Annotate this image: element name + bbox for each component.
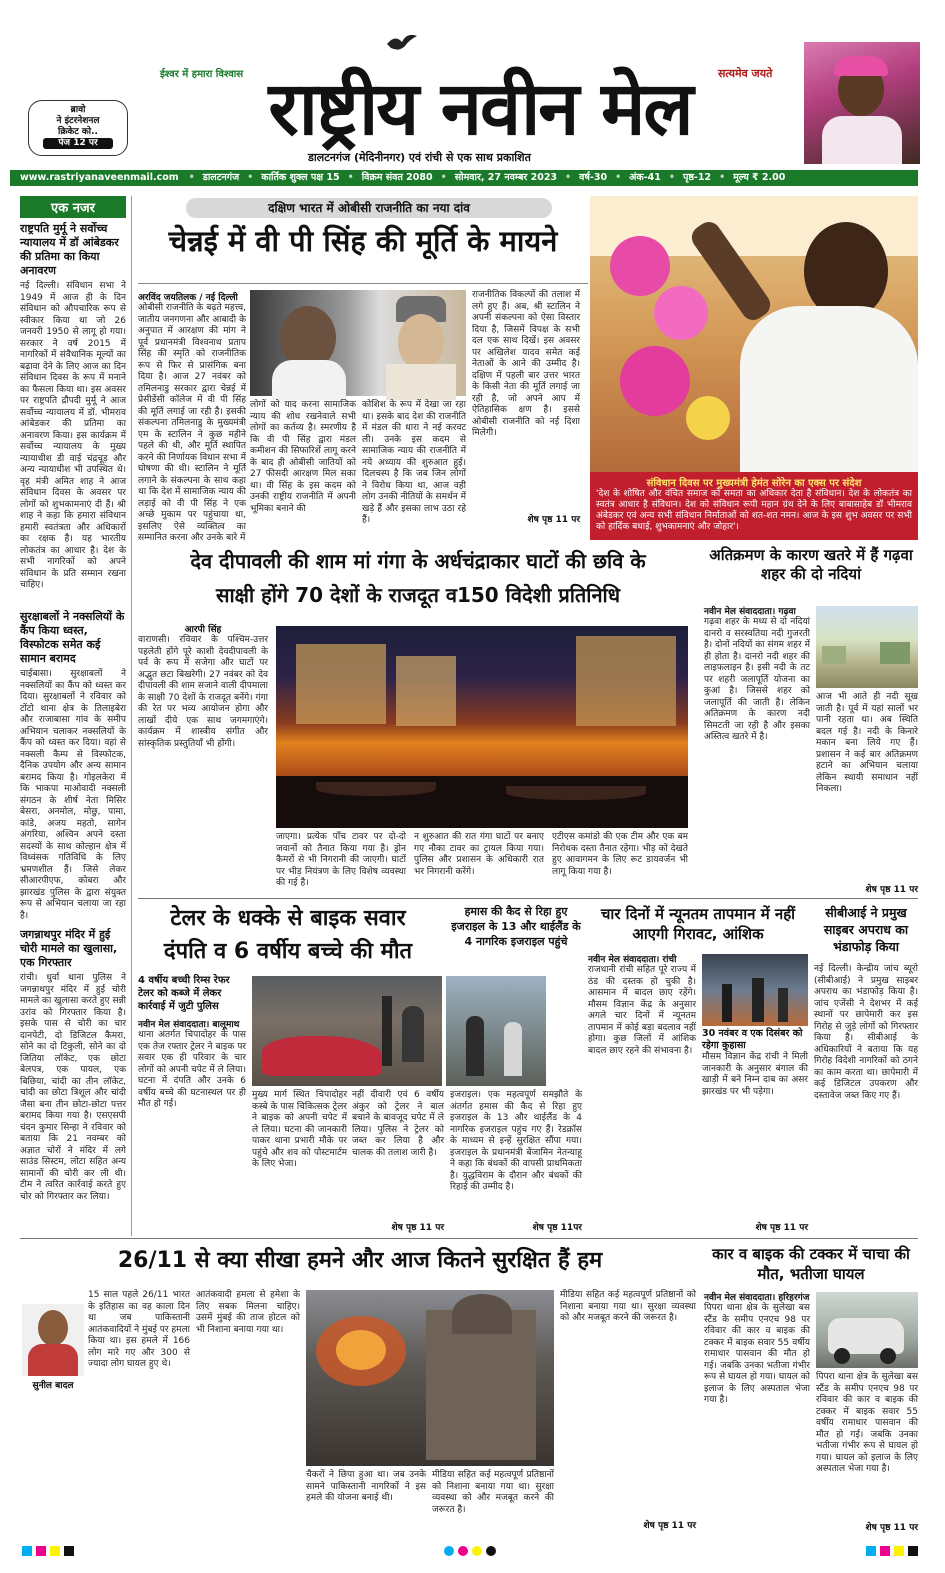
deepawali-text: न शुरुआत की रात गंगा घाटों पर बनाए गए नौका टावर का ट्रायल किया गया। पुलिस और प्रशासन के अधिकारी रात भर निगरानी करेंगे।	[414, 832, 544, 877]
mumbai-continue[interactable]: शेष पृष्ठ 11 पर	[643, 1521, 696, 1531]
mumbai-text: चैकरों ने छिपा हुआ था। जब उनके सामने पाकिस्तानी नागरिकों ने इस हमले की योजना बनाई थी।	[306, 1470, 426, 1503]
author-name: सुनील बादल	[32, 1381, 74, 1391]
cyber-headline[interactable]: सीबीआई ने प्रमुख साइबर अपराध का भंडाफोड़ किया	[823, 905, 909, 954]
car-continue[interactable]: शेष पृष्ठ 11 पर	[865, 1523, 918, 1533]
edition-pages: पृष्ठ-12	[682, 172, 712, 183]
accident-text: थाना अंतर्गत चिपादोहर के पास एक तेज रफ्तार ट्रेलर ने बाइक पर सवार एक ही परिवार के चार लोगों को अपनी चपेट में ले लिया। घटना में दंपति और उनके 6 वर्षीय बच्चे की घटनास्थल पर ही मौत हो गई।	[138, 1030, 246, 1109]
accident-headline-line2: दंपति व 6 वर्षीय बच्चे की मौत	[163, 939, 413, 964]
mumbai-text: 15 साल पहले 26/11 भारत के इतिहास का वह काला दिन था जब पाकिस्तानी आतंकवादियों ने मुंबई पर हमला किया था। इस हमले में 166 लोग मारे गए और 300 से ज्यादा लोग घायल हुए थे।	[88, 1290, 191, 1369]
edition-samvat: विक्रम संवत 2080	[361, 172, 433, 183]
taj-hotel-photo	[306, 1290, 554, 1466]
lead-text: ओबीसी राजनीति के बढ़ते महत्त्व, जातीय जनगणना और आबादी के अनुपात में आरक्षण की मांग ने पूर्व प्रधानमंत्री विश्वनाथ प्रताप सिंह की स्मृति को राजनीतिक रूप से फिर से प्रासंगिक बना दिया है। आज 27 नवंबर को तमिलनाडु सरकार द्वारा चेन्नई में प्रेसीडेंसी कॉलेज में वी पी सिंह की मूर्ति लगाई जा रही है। इसकी संकल्पना तमिलनाडु के मुख्यमंत्री एम के स्टालिन ने कुछ महीने पहले की थी, और मूर्ति स्थापित करने की निर्णायक विधान सभा में घोषणा की थी। स्टालिन ने मूर्ति लगाने के संकल्पना के साथ कहा था कि देश में सामाजिक न्याय की लड़ाई को वी पी सिंह ने एक अच्छे मुकाम पर पहुंचाया था, इसलिए ऐसे व्यक्तित्व का सम्मानित करना और उनके बारे में	[138, 303, 246, 543]
edition-issue: अंक-41	[629, 172, 661, 183]
deepawali-text: वाराणसी। रविवार के पश्चिम-उत्तर पहलेती होंगे पूरे काशी देवदीपावली के पर्व के रूप में सजेगा और घाटों पर अद्भुत छटा बिखरेगी। 27 नवंबर को देव दीपावली की शाम सजाने वाली दीपमाला के साक्षी 70 देशों के राजदूत बनेंगे। गंगा की रेत पर भव्य आयोजन होगा और लाखों दीये एक साथ जगमगाएंगे। कार्यक्रम में शास्त्रीय संगीत और सांस्कृतिक प्रस्तुतियाँ भी होंगी।	[138, 635, 268, 749]
mumbai-column	[196, 1290, 300, 1536]
lead-column	[472, 290, 580, 526]
fog-photo	[702, 954, 808, 1026]
mumbai-headline[interactable]: 26/11 से क्या सीखा हमने और आज कितने सुरक्षित हैं हम	[117, 1248, 603, 1273]
deepawali-column	[276, 832, 406, 894]
rivers-byline: नवीन मेल संवाददाता। गढ़वा	[704, 607, 796, 617]
lead-column	[250, 400, 356, 526]
hamas-text: इजराइल। एक महत्वपूर्ण समझौते के अंतर्गत हमास की कैद से रिहा हुए इजराइल के 13 और थाईलैंड के 4 नागरिक इजराइल पहुंच गए हैं। रेडक्रॉस के माध्यम से इन्हें सुरक्षित सौंपा गया। इजराइल के प्रधानमंत्री बेंजामिन नेतन्याहू ने कहा कि बंधकों की वापसी प्राथमिकता है। युद्धविराम के दौरान और बंधकों की रिहाई की उम्मीद है।	[450, 1090, 582, 1192]
accident-column	[252, 1090, 347, 1236]
car-column	[816, 1372, 918, 1536]
mumbai-column	[88, 1290, 190, 1536]
photo-caption-head: संविधान दिवस पर मुख्यमंत्री हेमंत सोरेन का एक्स पर संदेश	[646, 478, 862, 489]
column-rule	[131, 196, 132, 1236]
rivers-text: गढ़वा शहर के मध्य से दो नदियां दानरो व सरस्वतिया नदी गुजरती है। दोनों नदियों का संगम शहर में ही होता है। दानरो नदी शहर की लाइफलाइन है। इसी नदी के तट पर शहरी जलापूर्ति योजना का कुआं है। जिससे शहर को जलापूर्ति की जाती है। लेकिन अतिक्रमण के कारण नदी सिमटती जा रही है और इसका अस्तित्व खतरे में है।	[704, 617, 810, 742]
mumbai-text: आतंकवादी हमला से हमेशा के लिए सबक मिलना चाहिए। उसमें मुंबई की ताज होटल को भी निशाना बनाया गया था।	[196, 1290, 300, 1335]
lead-kicker-bar	[186, 198, 552, 218]
accident-column	[138, 974, 246, 1234]
sidebar-ek-nazar	[20, 196, 126, 1236]
accident-headline-line1: टेलर के धक्के से बाइक सवार	[170, 906, 406, 931]
info-bar: www.rastriyanaveenmail.com • डालटनगंज • कार्तिक शुक्ल पक्ष 15 • विक्रम संवत 2080 • सोमवार, 27 नवम्बर 2023 • वर्ष-30 • अंक-41 • पृष्ठ-12 • मूल्य ₹ 2.00	[10, 170, 918, 186]
accident-text: मुख्य मार्ग स्थित चिपादोहर कस्बे के पास चिकित्सक ट्रेलर ने बाइक को अपनी चपेट में ले लिया। घटना की जानकारी पाकर थाना प्रभारी मौके पर पहुंचे और शव को पोस्टमार्टम के लिए भेजा।	[252, 1090, 347, 1169]
photo-caption-box	[590, 472, 918, 540]
hamas-continue[interactable]: शेष पृष्ठ 11पर	[532, 1223, 582, 1233]
sidebar-item-headline: जगन्नाथपुर मंदिर में हुई चोरी मामले का खुलासा, एक गिरफ्तार	[20, 928, 118, 969]
accident-column	[352, 1090, 444, 1236]
deepawali-text: जाएगा। प्रत्येक पाँच टावर पर दो-दो जवानों को तैनात किया गया है। ड्रोन कैमरों से भी निगरानी की जाएगी। घाटों पर भीड़ नियंत्रण के लिए विशेष व्यवस्था की गई है।	[276, 832, 406, 888]
lead-text: राजनीतिक विकल्पों की तलाश में लगे हुए हैं। अब, श्री स्टालिन ने अपनी संकल्पना को ऐसा विस्तार दिया है, जिसमें विपक्ष के सभी दल एक साथ दिखें। इस अवसर पर अखिलेश यादव समेत कई नेताओं के आने की उम्मीद है। दक्षिण में पहली बार उत्तर भारत के किसी नेता की मूर्ति लगाई जा रही है, जो अपने आप में ऐतिहासिक क्षण है। इससे ओबीसी राजनीति को नई दिशा मिलेगी।	[472, 290, 580, 438]
edition-city: डालटनगंज	[202, 172, 240, 183]
sidebar-item-headline: सुरक्षाबलों ने नक्सलियों के कैंप किया ध्वस्त, विस्फोटक समेत कई सामान बरामद	[20, 610, 125, 665]
mumbai-column	[306, 1470, 426, 1536]
temperature-column	[588, 952, 696, 1236]
cyber-text: नई दिल्ली। केन्द्रीय जांच ब्यूरो (सीबीआई) ने प्रमुख साइबर अपराध का भंडाफोड़ किया है। जांच एजेंसी ने देशभर में कई स्थानों पर छापेमारी कर इस गिरोह से जुड़े लोगों को गिरफ्तार किया है। सीबीआई के अधिकारियों ने बताया कि यह गिरोह विदेशी नागरिकों को ठगने का काम करता था। छापेमारी में कई डिजिटल उपकरण और दस्तावेज जब्त किए गए हैं।	[814, 964, 918, 1101]
section-rule	[20, 1238, 918, 1239]
temperature-caption: 30 नवंबर व एक दिसंबर को रहेगा कुहासा	[702, 1028, 803, 1051]
accident-subhead: 4 वर्षीय बच्ची रिम्स रेफर टेलर को कब्जे में लेकर कार्रवाई में जुटी पुलिस	[138, 975, 230, 1012]
promo-line: क्रिकेट को..	[58, 127, 98, 137]
photo-caption-body: 'देश के शोषित और वंचित समाज को समता का अधिकार देता है संविधान। देश के लोकतंत्र का स्वतंत्र आधार है संविधान। देश को संविधान रूपी महान ग्रंथ देने के लिए बाबासाहेब डॉ भीमराव अंबेडकर एवं अन्य सभी संविधान निर्माताओं को शत-शत नमन। आज के इस शुभ अवसर पर सभी को हार्दिक बधाई, शुभकामनाएं और जोहार'।	[596, 489, 912, 532]
sidebar-item	[20, 222, 126, 602]
deepawali-column	[138, 622, 268, 894]
mumbai-text: मीडिया सहित कई महत्वपूर्ण प्रतिष्ठानों को निशाना बनाया गया था। सुरक्षा व्यवस्था को और मजबूत करने की जरूरत है।	[432, 1470, 554, 1515]
lead-photo	[250, 290, 466, 396]
promo-badge[interactable]	[28, 100, 128, 156]
car-crash-photo	[816, 1292, 918, 1368]
deepawali-headline[interactable]	[138, 544, 698, 612]
car-text: पिपरा थाना क्षेत्र के सुलेखा बस स्टैंड के समीप एनएच 98 पर रविवार की कार व बाइक की टक्कर में बाइक सवार 55 वर्षीय रामाधार पासवान की मौत हो गई। जबकि उनका भतीजा गंभीर रूप से घायल हो गया। घायल को इलाज के लिए अस्पताल भेजा गया है।	[816, 1372, 918, 1474]
deepawali-column	[414, 832, 544, 894]
lead-text: कोशिश के रूप में देखा जा रहा था। इसके बाद देश की राजनीति में मंडल की धारा ने नई करवट ली। उनके इस कदम से सामाजिक न्याय की राजनीति में नये अध्याय की शुरुआत हुई। दिलचस्प है कि जब जिन लोगों ने विरोध किया था, आज वही लोग उनकी नीतियों के समर्थन में खड़े हैं और इसका लाभ उठा रहे हैं।	[362, 400, 466, 525]
lead-headline[interactable]: चेन्नई में वी पी सिंह की मूर्ति के मायने	[168, 224, 558, 258]
masthead-subtitle: डालटनगंज (मेदिनीनगर) एवं रांची से एक साथ प्रकाशित	[308, 151, 531, 164]
edition-year: वर्ष-30	[579, 172, 608, 183]
deepawali-headline-line1: देव दीपावली की शाम मां गंगा के अर्धचंद्राकार घाटों की छवि के	[190, 549, 646, 573]
bird-icon	[385, 30, 419, 56]
website-link[interactable]: www.rastriyanaveenmail.com	[20, 172, 179, 183]
accident-headline[interactable]	[138, 902, 438, 968]
accident-text: नहीं दीवारी एवं 6 वर्षीय अंकुर को ट्रेलर ने बाल बचाने के बावजूद चपेट में ले लिया। पुलिस ने ट्रेलर को जब्त कर लिया है और चालक की तलाश जारी है।	[352, 1090, 444, 1158]
mumbai-column	[432, 1470, 554, 1536]
car-column	[704, 1290, 810, 1536]
author-photo	[22, 1304, 84, 1376]
temperature-byline: नवीन मेल संवाददाता। रांची	[588, 955, 677, 965]
deepawali-column	[552, 832, 688, 894]
rivers-text: आज भी आते ही नदी सूख जाती है। पूर्व में यहां सालों भर पानी रहता था। अब स्थिति बदल गई है। नदी के किनारे मकान बना लिये गए हैं। प्रशासन ने कई बार अतिक्रमण हटाने का अभियान चलाया लेकिन स्थायी समाधान नहीं निकला।	[816, 692, 918, 794]
deepawali-byline: आरपी सिंह	[184, 625, 222, 635]
accident-photo	[252, 976, 442, 1086]
temperature-continue[interactable]: शेष पृष्ठ 11 पर	[755, 1223, 808, 1233]
mumbai-text: मीडिया सहित कई महत्वपूर्ण प्रतिष्ठानों को निशाना बनाया गया था। सुरक्षा व्यवस्था को और मजबूत करने की जरूरत है।	[560, 1290, 696, 1323]
masthead	[0, 0, 945, 168]
sidebar-label: एक नजर	[20, 196, 126, 218]
sidebar-item-body: रांची। धुर्वा थाना पुलिस ने जगन्नाथपुर मंदिर में हुई चोरी मामले का खुलासा करते हुए सन्नी उरांव को गिरफ्तार किया है। इसके पास से चोरी का चार दानपेटी, दो डिजिटल कैमरा, सोने का दो टिकुली, सोने का दो जितिया लॉकेट, एक छोटा बेलपत्र, एक पायल, एक बिछिया, चांदी का तीन लॉकेट, चांदी का छोटा त्रिशूल और चांदी जैसा बना तीन छोटा-छोटा पत्तर बरामद किया गया है। एसएसपी चंदन कुमार सिन्हा ने रविवार को बताया कि 21 नवम्बर को अज्ञात चोरों ने मंदिर में लगे साउंड सिस्टम, लोटा सहित अन्य सामानों की चोरी कर ली थी। टीम ने त्वरित कार्रवाई करते हुए चोर को गिरफ्तार कर लिया।	[20, 973, 126, 1202]
temperature-text: मौसम विज्ञान केंद्र रांची ने मिली जानकारी के अनुसार बंगाल की खाड़ी में बने निम्न दाब का असर झारखंड पर भी पड़ेगा।	[702, 1052, 808, 1097]
lead-column	[362, 400, 466, 526]
masthead-tagline: ईश्वर में हमारा विश्वास	[160, 69, 244, 80]
cricketer-photo	[804, 42, 920, 164]
cm-photo	[590, 196, 918, 472]
mumbai-column	[560, 1290, 696, 1536]
promo-line: ब्रावो	[70, 105, 86, 115]
lead-continue[interactable]: शेष पृष्ठ 11 पर	[527, 515, 580, 525]
sidebar-item	[20, 610, 126, 920]
car-text: पिपरा थाना क्षेत्र के सुलेखा बस स्टैंड के समीप एनएच 98 पर रविवार की कार व बाइक की टक्कर में बाइक सवार 55 वर्षीय रामाधार पासवान की मौत हो गई। जबकि उनका भतीजा गंभीर रूप से घायल हो गया। घायल को इलाज के लिए अस्पताल भेजा गया है।	[704, 1303, 810, 1405]
promo-line: ने इंटरनेशनल	[56, 116, 100, 126]
hamas-column	[450, 1090, 582, 1236]
temperature-headline[interactable]: चार दिनों में न्यूनतम तापमान में नहीं आएगी गिरावट, आंशिक	[600, 905, 796, 943]
car-headline[interactable]: कार व बाइक की टक्कर में चाचा की मौत, भतीजा घायल	[712, 1245, 910, 1283]
river-photo	[816, 606, 918, 688]
car-byline: नवीन मेल संवाददाता। हरिहरगंज	[704, 1293, 810, 1303]
rivers-column	[704, 604, 810, 896]
lead-text: लोगों को याद करना सामाजिक न्याय की शोध रखनेवाले सभी लोगों का कर्तव्य है। स्मरणीय है कि वी पी सिंह द्वारा मंडल कमीशन की सिफारिशें लागू करने के बाद ही ओबीसी जातियों को 27 फीसदी आरक्षण मिल सका था। वी सिंह के इस कदम को उनकी राष्ट्रीय राजनीति में अपनी भूमिका बनाने की	[250, 400, 356, 514]
rivers-column	[816, 692, 918, 896]
accident-continue[interactable]: शेष पृष्ठ 11 पर	[391, 1223, 444, 1233]
registration-strip	[22, 1544, 918, 1558]
masthead-motto: सत्यमेव जयते	[718, 67, 773, 80]
deepawali-headline-line2: साक्षी होंगे 70 देशों के राजदूत व150 विदेशी प्रतिनिधि	[215, 583, 621, 607]
lead-rule	[138, 283, 588, 284]
temperature-column	[702, 1028, 808, 1236]
sidebar-item-body: चाईबासा। सुरक्षाबलों ने नक्सलियों का कैंप को ध्वस्त कर दिया। सुरक्षाबलों ने रविवार को टोंटो थाना क्षेत्र के तिलाइबेरा और राजाबासा गांव के समीप अभियान चलाकर नक्सलियों के कैंप को ध्वस्त कर दिया। वहां से नक्सली कैम्प से विस्फोटक, दैनिक उपयोग और अन्य सामान बरामद किया है। गोइलकेरा में कि भाकपा माओवादी नक्सली संगठन के शीर्ष नेता मिसिर बेसरा, अनमोल, मोछु, पामा, कांडे, अजय महतो, सागेन अंगरिया, अश्विन अपने दस्ता सदस्यों के साथ कोल्हान क्षेत्र में विध्वंसक गतिविधि के लिए भ्रमणशील हैं। जिसे लेकर सीआरपीएफ, कोबरा और झारखंड पुलिस के द्वारा संयुक्त रूप से अभियान चलाया जा रहा है।	[20, 669, 126, 921]
newspaper-title: राष्ट्रीय नवीन मेल	[268, 66, 692, 152]
cyber-column	[814, 964, 918, 1236]
hamas-headline[interactable]: हमास की कैद से रिहा हुए इजराइल के 13 और थाईलैंड के 4 नागरिक इजराइल पहुंचे	[451, 905, 581, 948]
rivers-headline[interactable]: अतिक्रमण के कारण खतरे में हैं गढ़वा शहर की दो नदियां	[709, 546, 913, 583]
deepawali-text: एटीएस कमांडो की एक टीम और एक बम निरोधक दस्ता तैनात रहेगा। भीड़ को देखते हुए आवागमन के लिए रूट डायवर्जन भी लागू किया गया है।	[552, 832, 688, 877]
promo-page: पेज 12 पर	[43, 138, 113, 149]
temperature-text: राजधानी रांची सहित पूरे राज्य में ठंड की दस्तक हो चुकी है। आसमान में बादल छाए रहेंगे। मौसम विज्ञान केंद्र के अनुसार अगले चार दिनों में न्यूनतम तापमान में कोई बड़ा बदलाव नहीं होगा। कुछ जिलों में आंशिक बादल छाए रहने की संभावना है।	[588, 965, 696, 1056]
accident-byline: नवीन मेल संवाददाता। बालूमाथ	[138, 1020, 240, 1030]
sidebar-item-headline: राष्ट्रपति मुर्मू ने सर्वोच्च न्यायालय में डॉ आंबेडकर की प्रतिमा का किया अनावरण	[20, 222, 119, 277]
sidebar-item-body: नई दिल्ली। संविधान सभा ने 1949 में आज ही के दिन संविधान को औपचारिक रूप से स्वीकार किया था जो 26 जनवरी 1950 से लागू हो गया। सरकार ने वर्ष 2015 में नागरिकों में संवैधानिक मूल्यों का बढ़ावा देने के लिए आज का दिन संविधान दिवस के रूप में मनाने का फैसला किया था। इस अवसर पर राष्ट्रपति द्रौपदी मुर्मू ने आज सर्वोच्च न्यायालय में डॉ. भीमराव आंबेडकर की प्रतिमा का अनावरण किया। इस कार्यक्रम में सर्वोच्च न्यायालय के मुख्य न्यायाधीश डी वाई चंद्रचूड़ और अन्य न्यायाधीश भी उपस्थित थे। वृह मंत्री अमित शाह ने आज संविधान दिवस के अवसर पर लोगों को शुभकामनाएं दी हैं। श्री शाह ने कहा कि हमारा संविधान हमारी स्वतंत्रता और अधिकारों का रक्षक है। यह भारतीय लोकतंत्र का आधार है। देश के सभी नागरिकों को अपने संविधान के प्रति सम्मान रखना चाहिए।	[20, 281, 126, 590]
section-rule	[138, 898, 918, 899]
edition-price: मूल्य ₹ 2.00	[733, 172, 786, 183]
lead-kicker: दक्षिण भारत में ओबीसी राजनीति का नया दांव	[268, 201, 470, 215]
rivers-continue[interactable]: शेष पृष्ठ 11 पर	[865, 885, 918, 895]
lead-byline: अरविंद जयतिलक / नई दिल्ली	[138, 293, 238, 303]
ganga-ghat-photo	[276, 626, 688, 828]
sidebar-item	[20, 928, 126, 1248]
lead-column	[138, 290, 246, 543]
edition-date: सोमवार, 27 नवम्बर 2023	[454, 172, 558, 183]
edition-paksh: कार्तिक शुक्ल पक्ष 15	[261, 172, 340, 183]
